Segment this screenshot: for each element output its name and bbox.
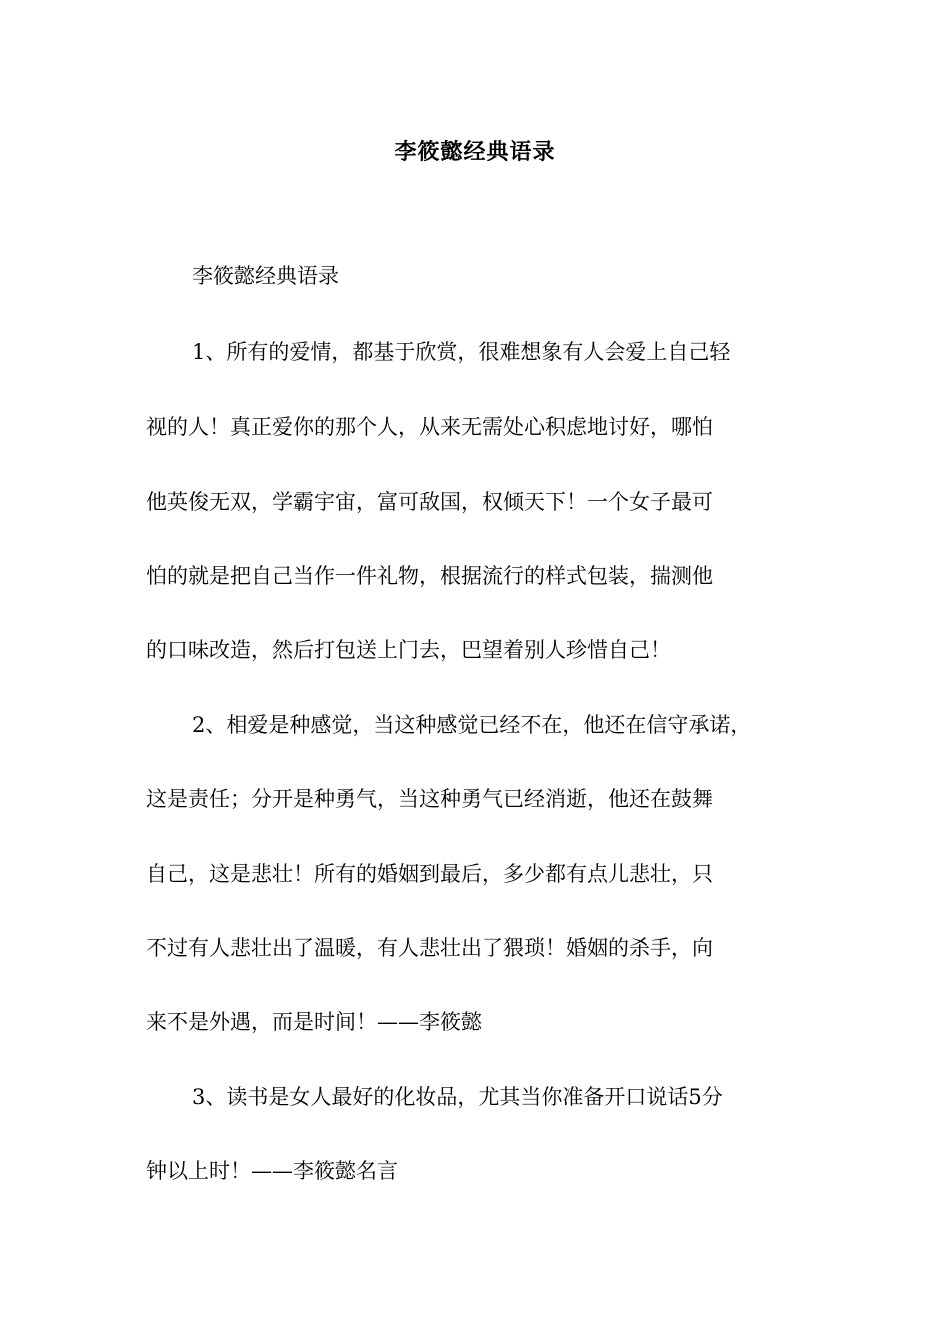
paragraph-1-line-5: 的口味改造，然后打包送上门去，巴望着别人珍惜自己！ [146, 638, 671, 662]
paragraph-1-line-1: 1、所有的爱情，都基于欣赏，很难想象有人会爱上自己轻 [192, 340, 731, 364]
paragraph-2-line-2: 这是责任；分开是种勇气，当这种勇气已经消逝，他还在鼓舞 [146, 787, 713, 811]
subtitle-line: 李筱懿经典语录 [192, 264, 339, 288]
paragraph-3-line-1: 3、读书是女人最好的化妆品，尤其当你准备开口说话5分 [192, 1085, 723, 1109]
paragraph-1-line-4: 怕的就是把自己当作一件礼物，根据流行的样式包装，揣测他 [146, 564, 713, 588]
paragraph-2-line-3: 自己，这是悲壮！所有的婚姻到最后，多少都有点儿悲壮，只 [146, 862, 713, 886]
paragraph-2-line-4: 不过有人悲壮出了温暖，有人悲壮出了猥琐！婚姻的杀手，向 [146, 936, 713, 960]
paragraph-3-line-2: 钟以上时！——李筱懿名言 [146, 1159, 398, 1183]
paragraph-1-line-3: 他英俊无双，学霸宇宙，富可敌国，权倾天下！一个女子最可 [146, 490, 713, 514]
paragraph-2-line-1: 2、相爱是种感觉，当这种感觉已经不在，他还在信守承诺， [192, 713, 752, 737]
paragraph-2-line-5: 来不是外遇，而是时间！——李筱懿 [146, 1010, 482, 1034]
paragraph-1-line-2: 视的人！真正爱你的那个人，从来无需处心积虑地讨好，哪怕 [146, 415, 713, 439]
document-title: 李筱懿经典语录 [394, 139, 556, 165]
